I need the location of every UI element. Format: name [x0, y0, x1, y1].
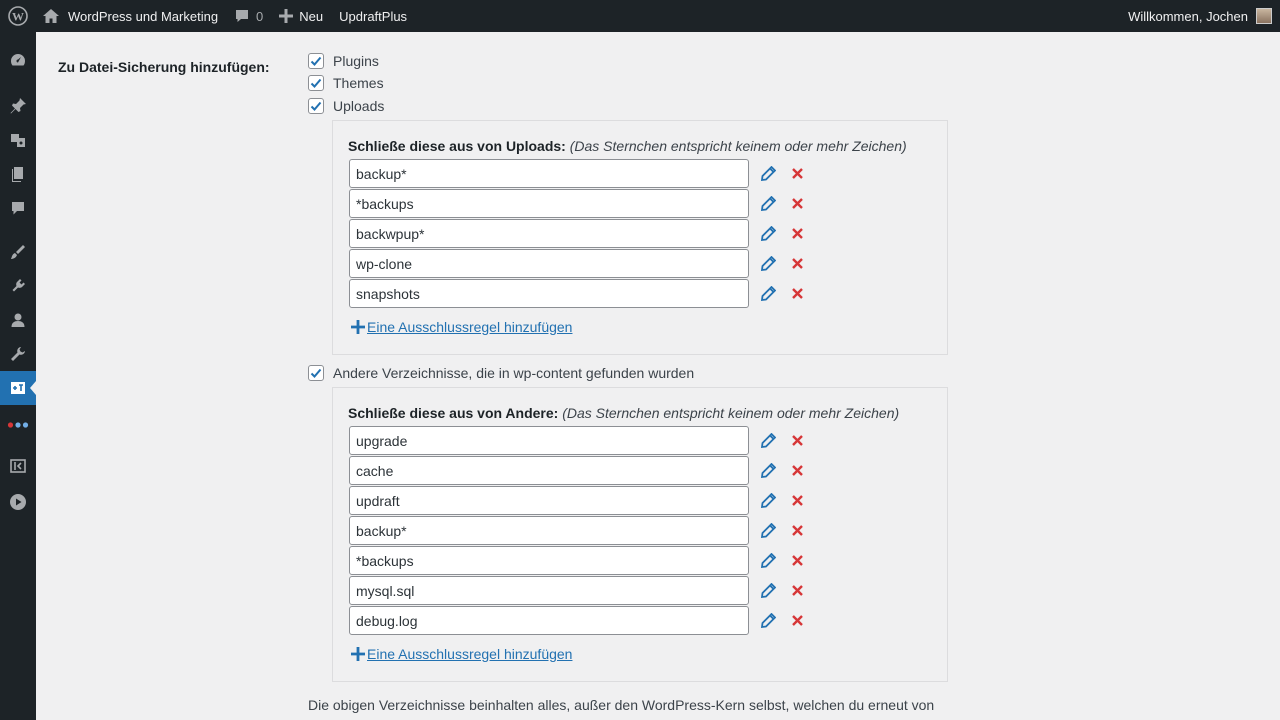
other-directories-option[interactable] — [308, 365, 694, 381]
uploads-checkbox[interactable] — [308, 98, 324, 114]
exclusion-rule-input[interactable]: updraft — [349, 486, 749, 515]
delete-x-icon[interactable] — [790, 464, 804, 478]
file-backup-label: Zu Datei-Sicherung hinzufügen: — [58, 59, 270, 75]
site-name: WordPress und Marketing — [68, 8, 219, 24]
themes-label: Themes — [333, 75, 384, 91]
exclusion-rule — [349, 279, 804, 308]
pencil-edit-icon[interactable] — [760, 196, 776, 212]
plugins-option[interactable] — [308, 53, 379, 69]
directories-description: Die obigen Verzeichnisse beinhalten alles, außer den WordPress-Kern selbst, welchen du erneut von — [308, 697, 935, 713]
delete-x-icon[interactable] — [790, 197, 804, 211]
delete-x-icon[interactable] — [790, 494, 804, 508]
new-content-menu[interactable] — [271, 0, 331, 32]
home-icon — [42, 8, 60, 24]
comments-icon[interactable] — [0, 191, 36, 225]
pencil-edit-icon[interactable] — [760, 493, 776, 509]
delete-x-icon[interactable] — [790, 584, 804, 598]
media-icon[interactable] — [0, 123, 36, 157]
checkmark-icon — [310, 100, 322, 112]
uploads-option[interactable] — [308, 98, 384, 114]
pencil-edit-icon[interactable] — [760, 166, 776, 182]
exclusion-rule-input[interactable]: snapshots — [349, 279, 749, 308]
others-exclusion-heading: Schließe diese aus von Andere: (Das Sternchen entspricht keinem oder mehr Zeichen) — [348, 405, 900, 421]
comments-menu[interactable] — [226, 0, 271, 32]
comment-count: 0 — [256, 8, 264, 24]
exclusion-rule — [349, 486, 804, 515]
exclusion-rule-input[interactable]: *backups — [349, 546, 749, 575]
exclusion-rule-input[interactable]: *backups — [349, 189, 749, 218]
checkmark-icon — [310, 367, 322, 379]
exclusion-rule — [349, 249, 804, 278]
delete-x-icon[interactable] — [790, 554, 804, 568]
checkmark-icon — [310, 77, 322, 89]
plugins-checkbox[interactable] — [308, 53, 324, 69]
delete-x-icon[interactable] — [790, 524, 804, 538]
delete-x-icon[interactable] — [790, 227, 804, 241]
more-dots-icon[interactable] — [0, 408, 36, 442]
others-exclusion-panel — [332, 387, 948, 682]
pencil-edit-icon[interactable] — [760, 433, 776, 449]
pencil-edit-icon[interactable] — [760, 286, 776, 302]
users-icon[interactable] — [0, 303, 36, 337]
add-others-exclusion-link[interactable] — [351, 646, 572, 662]
plus-icon — [351, 320, 365, 334]
exclusion-rule-input[interactable]: debug.log — [349, 606, 749, 635]
add-link-text: Eine Ausschlussregel hinzufügen — [367, 646, 573, 662]
exclusion-rule-input[interactable]: backwpup* — [349, 219, 749, 248]
plugins-icon[interactable] — [0, 269, 36, 303]
delete-x-icon[interactable] — [790, 614, 804, 628]
themes-checkbox[interactable] — [308, 75, 324, 91]
settings-active-icon[interactable] — [0, 371, 36, 405]
exclusion-rule-input[interactable]: backup* — [349, 516, 749, 545]
delete-x-icon[interactable] — [790, 257, 804, 271]
exclusion-rule — [349, 426, 804, 455]
settings-content — [36, 32, 1280, 720]
exclusion-rule — [349, 546, 804, 575]
exclusion-rule — [349, 606, 804, 635]
other-directories-checkbox[interactable] — [308, 365, 324, 381]
pencil-edit-icon[interactable] — [760, 463, 776, 479]
pencil-edit-icon[interactable] — [760, 613, 776, 629]
pencil-edit-icon[interactable] — [760, 583, 776, 599]
exclusion-rule — [349, 219, 804, 248]
admin-sidebar — [0, 32, 36, 720]
tools-wrench-icon[interactable] — [0, 337, 36, 371]
pencil-edit-icon[interactable] — [760, 523, 776, 539]
exclusion-rule-input[interactable]: upgrade — [349, 426, 749, 455]
greeting: Willkommen, Jochen — [1128, 8, 1248, 24]
new-label: Neu — [299, 8, 324, 24]
pencil-edit-icon[interactable] — [760, 256, 776, 272]
wordpress-logo-menu[interactable] — [0, 0, 36, 32]
pencil-edit-icon[interactable] — [760, 226, 776, 242]
add-link-text: Eine Ausschlussregel hinzufügen — [367, 319, 573, 335]
checkmark-icon — [310, 55, 322, 67]
updraftplus-label: UpdraftPlus — [339, 8, 408, 24]
exclusion-rule-input[interactable]: wp-clone — [349, 249, 749, 278]
admin-bar — [0, 0, 1280, 32]
delete-x-icon[interactable] — [790, 167, 804, 181]
uploads-exclusion-panel — [332, 120, 948, 355]
exclusion-rule — [349, 576, 804, 605]
plugins-label: Plugins — [333, 53, 379, 69]
other-directories-label: Andere Verzeichnisse, die in wp-content gefunden wurden — [333, 365, 695, 381]
delete-x-icon[interactable] — [790, 287, 804, 301]
plus-icon — [279, 9, 293, 23]
svg-text:W: W — [12, 9, 24, 24]
pencil-edit-icon[interactable] — [760, 553, 776, 569]
pages-icon[interactable] — [0, 157, 36, 191]
uploads-exclusion-heading: Schließe diese aus von Uploads: (Das Sternchen entspricht keinem oder mehr Zeichen) — [348, 138, 907, 154]
exclusion-rule-input[interactable]: backup* — [349, 159, 749, 188]
account-menu[interactable] — [1128, 0, 1280, 32]
posts-pin-icon[interactable] — [0, 89, 36, 123]
exclusion-rule — [349, 159, 804, 188]
plus-icon — [351, 647, 365, 661]
delete-x-icon[interactable] — [790, 434, 804, 448]
updraftplus-menu[interactable] — [331, 0, 415, 32]
exclusion-rule — [349, 516, 804, 545]
comment-bubble-icon — [234, 8, 250, 24]
collapse-play-icon[interactable] — [0, 485, 36, 519]
exclusion-rule-input[interactable]: mysql.sql — [349, 576, 749, 605]
exclusion-rule-input[interactable]: cache — [349, 456, 749, 485]
wordpress-logo-icon — [8, 6, 28, 26]
site-name-menu[interactable] — [36, 0, 226, 32]
hide-menu-icon[interactable] — [0, 449, 36, 483]
avatar — [1256, 8, 1272, 24]
dashboard-icon[interactable] — [0, 43, 36, 77]
themes-option[interactable] — [308, 75, 384, 91]
uploads-label: Uploads — [333, 98, 385, 114]
appearance-brush-icon[interactable] — [0, 235, 36, 269]
exclusion-rule — [349, 189, 804, 218]
exclusion-rule — [349, 456, 804, 485]
add-uploads-exclusion-link[interactable] — [351, 319, 572, 335]
